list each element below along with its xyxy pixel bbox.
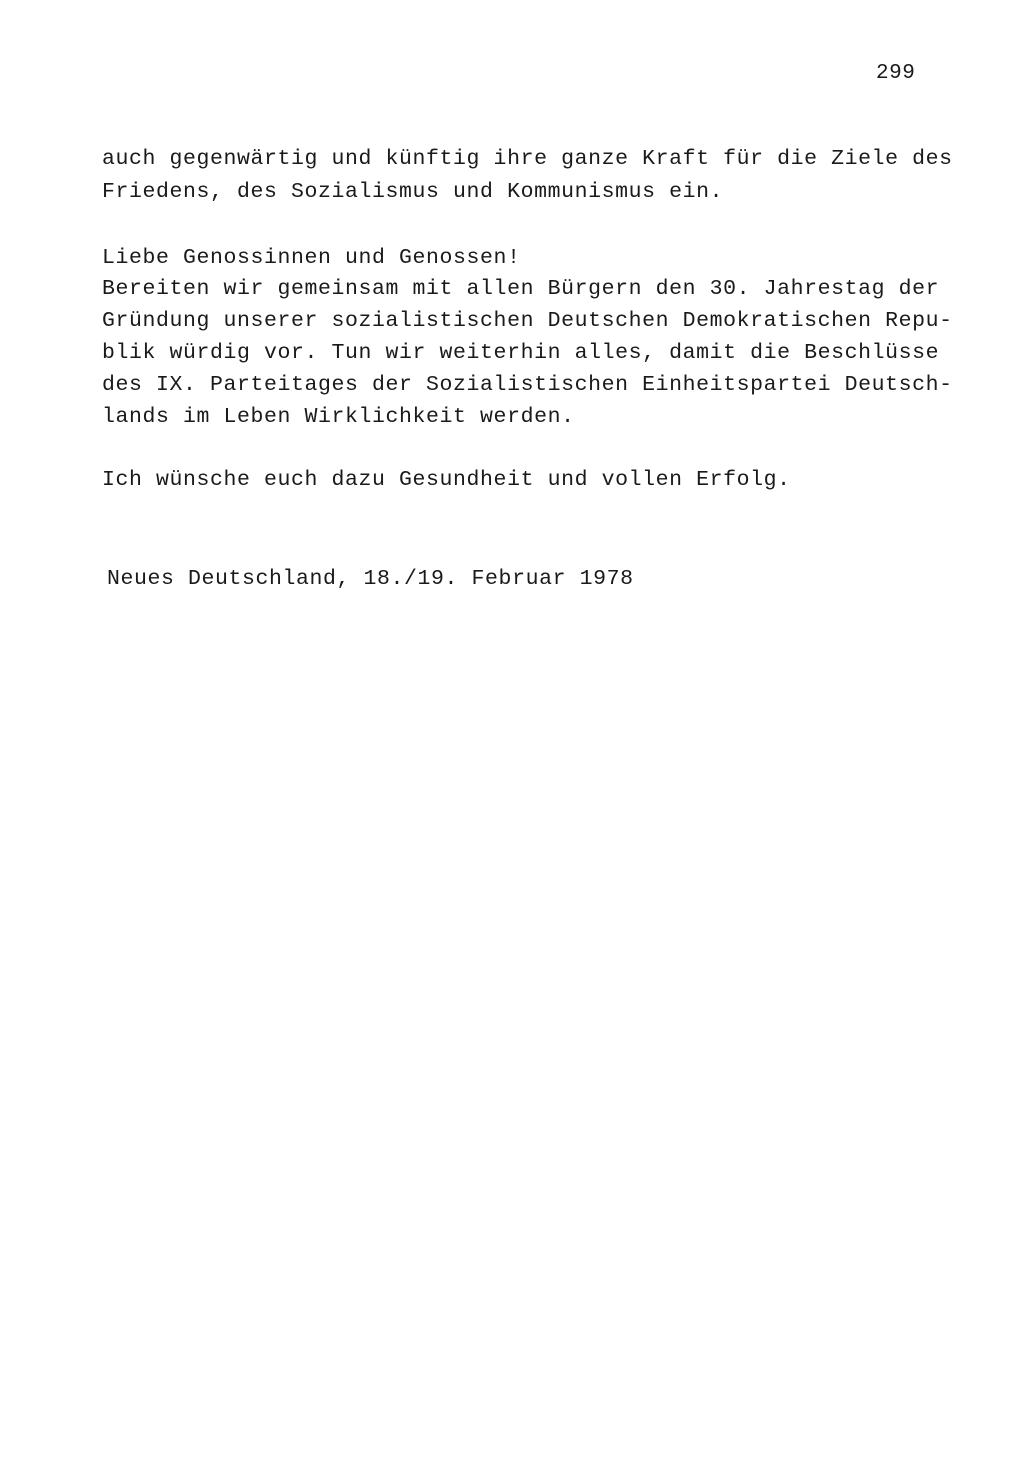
- text-line: blik würdig vor. Tun wir weiterhin alles, damit die Beschlüsse: [102, 341, 940, 365]
- text-line: Ich wünsche euch dazu Gesundheit und vollen Erfolg.: [102, 468, 791, 492]
- source-citation: Neues Deutschland, 18./19. Februar 1978: [107, 567, 634, 591]
- text-line: Bereiten wir gemeinsam mit allen Bürgern den 30. Jahrestag der: [102, 277, 940, 301]
- text-line: Friedens, des Sozialismus und Kommunismus ein.: [102, 180, 724, 204]
- text-line: Gründung unserer sozialistischen Deutschen Demokratischen Repu-: [102, 309, 953, 333]
- text-line: auch gegenwärtig und künftig ihre ganze Kraft für die Ziele des: [102, 147, 953, 171]
- text-line: des IX. Parteitages der Sozialistischen Einheitspartei Deutsch-: [102, 373, 953, 397]
- page-number: 299: [876, 62, 916, 85]
- salutation: Liebe Genossinnen und Genossen!: [102, 246, 521, 270]
- text-line: lands im Leben Wirklichkeit werden.: [102, 405, 575, 429]
